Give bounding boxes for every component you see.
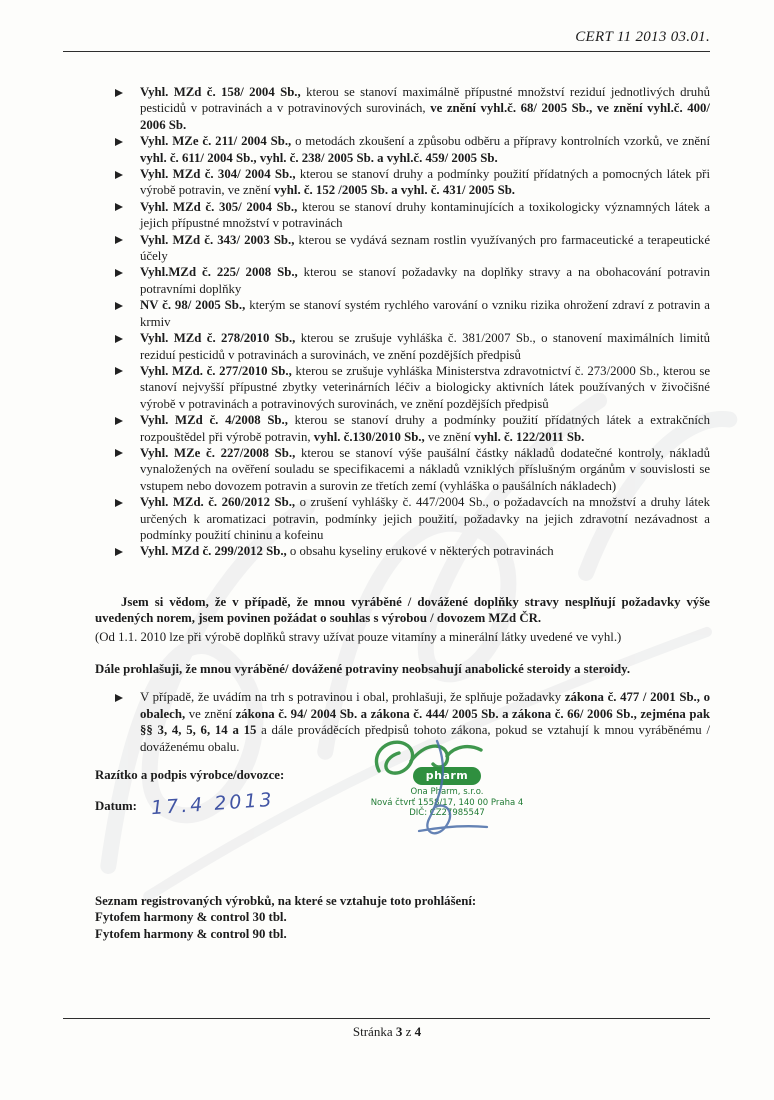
arrow-bullet-icon [115, 499, 123, 507]
regulation-text: Vyhl. MZd č. 305/ 2004 Sb., kterou se stanoví druhy kontaminujících a toxikologicky významných látek a jejich přípustné množství v potravinách [140, 199, 711, 231]
arrow-bullet-icon [115, 694, 123, 702]
arrow-bullet-icon [115, 417, 123, 425]
arrow-bullet-icon [115, 171, 123, 179]
document-reference: CERT 11 2013 03.01. [575, 29, 710, 45]
regulation-text: Vyhl.MZd č. 225/ 2008 Sb., kterou se stanoví požadavky na doplňky stravy a na obohacování potravin potravními doplňky [140, 265, 710, 296]
document-header [0, 0, 774, 46]
regulation-text: V případě, že uvádím na trh s potravinou i obal, prohlašuji, že splňuje požadavky zákona č. 477 / 2001 Sb., o obalech, ve znění zákona č. 94/ 2004 Sb. a zákona č. 444/ 2005 Sb. a zákona č. 66/ 2006 Sb., zejména pak §§ 3, 4, 5, 6, 14 a 15 a dále prováděcích předpisů tohoto zákona, pokud se vztahují k mnou vyráběnému / dováženému obalu. [140, 690, 711, 754]
note-paragraph: (Od 1.1. 2010 lze při výrobě doplňků stravy užívat pouze vitamíny a minerální látky uvedené ve vyhl.) [95, 629, 622, 644]
pharm-logo-badge: pharm [413, 767, 482, 785]
arrow-bullet-icon [115, 269, 123, 277]
document-body [95, 84, 710, 942]
regulation-text: Vyhl. MZd. č. 260/2012 Sb., o zrušení vyhlášky č. 447/2004 Sb., o požadavcích na množství a druhy látek určených k aromatizaci potravin, podmínky jejich použití, požadavky na jejich zdravotní nezávadnost a podmínky použití chininu a kofeinu [140, 495, 710, 542]
regulation-item [95, 84, 710, 133]
regulations-list [95, 84, 710, 560]
footer-divider [63, 1018, 710, 1019]
registered-products [95, 893, 710, 942]
arrow-bullet-icon [115, 367, 123, 375]
arrow-bullet-icon [115, 449, 123, 457]
regulation-text: Vyhl. MZd. č. 277/2010 Sb., kterou se zrušuje vyhláška Ministerstva zdravotnictví č. 273/2000 Sb., kterou se stanoví nejvyšší přípustné zbytky veterinárních léčiv a biologicky aktivních látek používaných v živočišné výrobě v potravinách a potravinových surovinách, ve znění pozdějších předpisů [140, 363, 711, 411]
regulation-item [95, 494, 710, 543]
product-item: Fytofem harmony & control 30 tbl. [95, 910, 287, 925]
regulation-item [95, 232, 710, 265]
products-heading: Seznam registrovaných výrobků, na které se vztahuje toto prohlášení: [95, 894, 477, 909]
stamp-company-address: Nová čtvrť 1558/17, 140 00 Praha 4 [370, 797, 524, 808]
declaration-paragraph: Jsem si vědom, že v případě, že mnou vyráběné / dovážené doplňky stravy nesplňují požadavky výše uvedených norem, jsem povinen požádat o souhlas s výrobou / dovozem MZd ČR. [95, 594, 710, 626]
regulation-text: Vyhl. MZe č. 211/ 2004 Sb., o metodách zkoušení a způsobu odběru a přípravy kontrolních vzorků, ve znění vyhl. č. 611/ 2004 Sb., vyhl. č. 238/ 2005 Sb. a vyhl.č. 459/ 2005 Sb. [140, 134, 710, 165]
product-item: Fytofem harmony & control 90 tbl. [95, 926, 287, 941]
regulation-item [95, 166, 710, 199]
regulation-item [95, 412, 710, 445]
regulation-item [95, 297, 710, 330]
regulation-item [95, 543, 710, 559]
date-label: Datum: [95, 799, 137, 814]
regulation-text: Vyhl. MZd č. 343/ 2003 Sb., kterou se vydává seznam rostlin využívaných pro farmaceutické a terapeutické účely [140, 232, 710, 264]
arrow-bullet-icon [115, 548, 123, 556]
page-footer: Stránka 3 z 4 [352, 1024, 422, 1039]
regulation-text: Vyhl. MZd č. 158/ 2004 Sb., kterou se stanoví maximálně přípustné množství reziduí jednotlivých druhů pesticidů v potravinách a v potravinových surovinách, ve znění vyhl.č. 68/ 2005 Sb., ve znění vyhl.č. 400/ 2006 Sb. [140, 85, 711, 132]
regulation-text: Vyhl. MZd č. 278/2010 Sb., kterou se zrušuje vyhláška č. 381/2007 Sb., o stanovení maximálních limitů reziduí pesticidů v potravinách a surovinách, ve znění pozdějších předpisů [140, 331, 710, 362]
regulation-item [95, 133, 710, 166]
arrow-bullet-icon [115, 236, 123, 244]
regulation-item [95, 445, 710, 494]
handwritten-date: 17.4 2013 [150, 789, 276, 820]
regulation-text: Vyhl. MZe č. 227/2008 Sb., kterou se stanoví výše paušální částky nákladů dodatečné kontroly, nákladů vynaložených na ověření souladu se specifikacemi a nákladů vzniklých příslušným orgánům v souvislosti se vstupem nebo dovozem potravin a surovin ze třetích zemí (vyhláška o paušálních nákladech) [140, 445, 710, 493]
arrow-bullet-icon [115, 203, 123, 211]
regulation-item [95, 264, 710, 297]
arrow-bullet-icon [115, 335, 123, 343]
stamp-company-vat: DIČ: CZ27985547 [409, 808, 485, 819]
regulation-text: Vyhl. MZd č. 304/ 2004 Sb., kterou se stanoví druhy a podmínky použití přídatných a pomocných látek při výrobě potravin, ve znění vyhl. č. 152 /2005 Sb. a vyhl. č. 431/ 2005 Sb. [140, 167, 710, 198]
arrow-bullet-icon [115, 89, 123, 97]
stamp-company-name: Ona Pharm, s.r.o. [410, 787, 484, 798]
company-stamp [321, 741, 573, 819]
regulation-item [95, 330, 710, 363]
stamp-logo-signature-icon [349, 735, 549, 851]
steroids-paragraph: Dále prohlašuji, že mnou vyráběné/ dovážené potraviny neobsahují anabolické steroidy a steroidy. [95, 662, 631, 676]
stamp-section [95, 767, 710, 869]
header-divider [63, 51, 710, 52]
arrow-bullet-icon [115, 302, 123, 310]
regulation-item [95, 199, 710, 232]
regulation-item [95, 363, 710, 412]
regulation-text: Vyhl. MZd č. 4/2008 Sb., kterou se stanoví druhy a podmínky použití přídatných látek a extrakčních rozpouštědel při výrobě potravin, vyhl. č.130/2010 Sb., ve znění vyhl. č. 122/2011 Sb. [140, 413, 710, 444]
arrow-bullet-icon [115, 138, 123, 146]
regulation-text: NV č. 98/ 2005 Sb., kterým se stanoví systém rychlého varování o vzniku rizika ohrožení zdraví z potravin a krmiv [140, 298, 710, 329]
stamp-signature-label: Razítko a podpis výrobce/dovozce: [95, 768, 285, 783]
regulation-text: Vyhl. MZd č. 299/2012 Sb., o obsahu kyseliny erukové v některých potravinách [140, 544, 554, 559]
